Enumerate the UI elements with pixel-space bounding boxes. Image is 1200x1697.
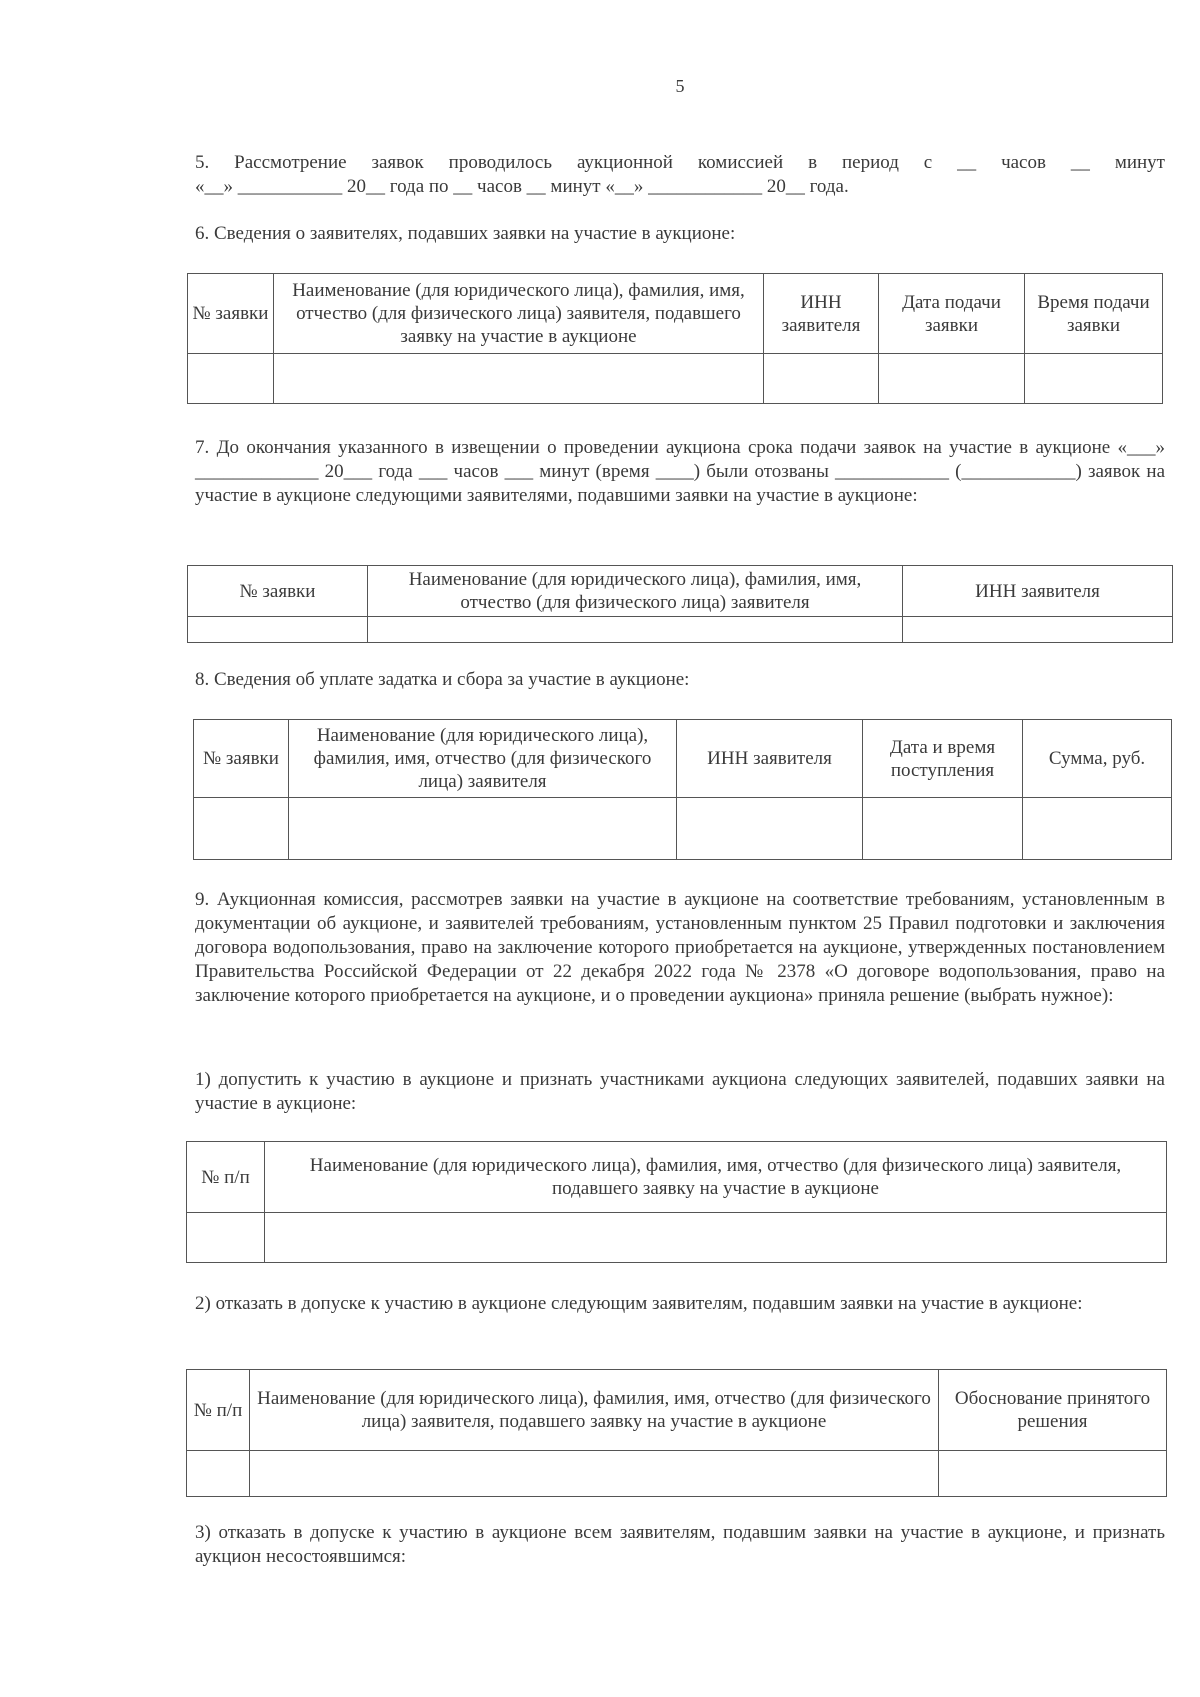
option-3-text: 3) отказать в допуске к участию в аукционе всем заявителям, подавшим заявки на участие в аукционе, и признать аукцион несостоявшимся: [195,1522,1165,1567]
col-header-applicant-name: Наименование (для юридического лица), фамилия, имя, отчество (для физического лица) заявителя [368,566,903,617]
table-cell [939,1451,1167,1497]
table-cell [1025,354,1163,404]
col-header-inn: ИНН заявителя [677,720,863,798]
col-header-inn: ИНН заявителя [903,566,1173,617]
table-cell [863,798,1023,860]
table-row [194,798,1172,860]
section-6-heading-text: 6. Сведения о заявителях, подавших заявки на участие в аукционе: [195,223,736,244]
table-cell [903,617,1173,643]
table-cell [187,1213,265,1263]
col-header-applicant-name: Наименование (для юридического лица), фамилия, имя, отчество (для физического лица) заявителя [289,720,677,798]
section-6-heading [195,222,1165,246]
col-header-amount: Сумма, руб. [1023,720,1172,798]
col-header-applicant-name: Наименование (для юридического лица), фамилия, имя, отчество (для физического лица) заявителя, подавшего заявку на участие в аукционе [250,1370,939,1451]
table-row [187,1451,1167,1497]
col-header-application-number: № заявки [188,566,368,617]
section-9 [195,888,1165,1008]
section-7 [195,436,1165,508]
table-row [188,354,1163,404]
rejected-applicants-table [186,1369,1167,1497]
col-header-applicant-name: Наименование (для юридического лица), фамилия, имя, отчество (для физического лица) заявителя, подавшего заявку на участие в аукционе [265,1142,1167,1213]
option-2 [195,1292,1165,1316]
section-5-line-1: 5. Рассмотрение заявок проводилось аукционной комиссией в период с __ часов __ минут [195,152,1165,173]
table-row [187,1213,1167,1263]
table-cell [274,354,764,404]
page-number: 5 [675,76,685,96]
section-9-text: 9. Аукционная комиссия, рассмотрев заявки на участие в аукционе на соответствие требованиям, установленным в документации об аукционе, и заявителей требованиям, установленным пунктом 25 Правил подготовки и заключения договора водопользования, право на заключение которого приобретается на аукционе, утвержденных постановлением Правительства Российской Федерации от 22 декабря 2022 года № 2378 «О договоре водопользования, право на заключение которого приобретается на аукционе, и о проведении аукциона» приняла решение (выбрать нужное): [195,889,1165,1006]
admitted-applicants-table [186,1141,1167,1263]
option-2-text: 2) отказать в допуске к участию в аукционе следующим заявителям, подавшим заявки на участие в аукционе: [195,1293,1083,1314]
option-1 [195,1068,1165,1116]
section-8-heading-text: 8. Сведения об уплате задатка и сбора за участие в аукционе: [195,669,690,690]
col-header-received-datetime: Дата и время поступления [863,720,1023,798]
table-cell [879,354,1025,404]
col-header-submission-time: Время подачи заявки [1025,274,1163,354]
table-row [188,617,1173,643]
withdrawn-applications-table [187,565,1173,643]
table-cell [289,798,677,860]
option-3 [195,1521,1165,1569]
table-cell [764,354,879,404]
deposit-payment-table [193,719,1172,860]
option-1-text: 1) допустить к участию в аукционе и признать участниками аукциона следующих заявителей, подавших заявки на участие в аукционе: [195,1069,1165,1114]
col-header-applicant-name: Наименование (для юридического лица), фамилия, имя, отчество (для физического лица) заявителя, подавшего заявку на участие в аукционе [274,274,764,354]
table-cell [194,798,289,860]
table-cell [1023,798,1172,860]
col-header-rejection-reason: Обоснование принятого решения [939,1370,1167,1451]
table-cell [677,798,863,860]
col-header-row-number: № п/п [187,1370,250,1451]
table-cell [368,617,903,643]
col-header-inn: ИНН заявителя [764,274,879,354]
table-cell [188,354,274,404]
table-cell [250,1451,939,1497]
applicants-table [187,273,1163,404]
section-5 [195,151,1165,199]
col-header-row-number: № п/п [187,1142,265,1213]
table-cell [188,617,368,643]
col-header-application-number: № заявки [188,274,274,354]
section-7-text: 7. До окончания указанного в извещении о проведении аукциона срока подачи заявок на участие в аукционе «___» _____________ 20___ года ___ часов ___ минут (время ____) были отозваны ____________ (____________) заявок на участие в аукционе следующими заявителями, подавшими заявки на участие в аукционе: [195,437,1165,506]
col-header-application-number: № заявки [194,720,289,798]
table-cell [265,1213,1167,1263]
section-5-line-2: «__» ___________ 20__ года по __ часов __ минут «__» ____________ 20__ года. [195,176,849,197]
col-header-submission-date: Дата подачи заявки [879,274,1025,354]
section-8-heading [195,668,1165,692]
table-cell [187,1451,250,1497]
